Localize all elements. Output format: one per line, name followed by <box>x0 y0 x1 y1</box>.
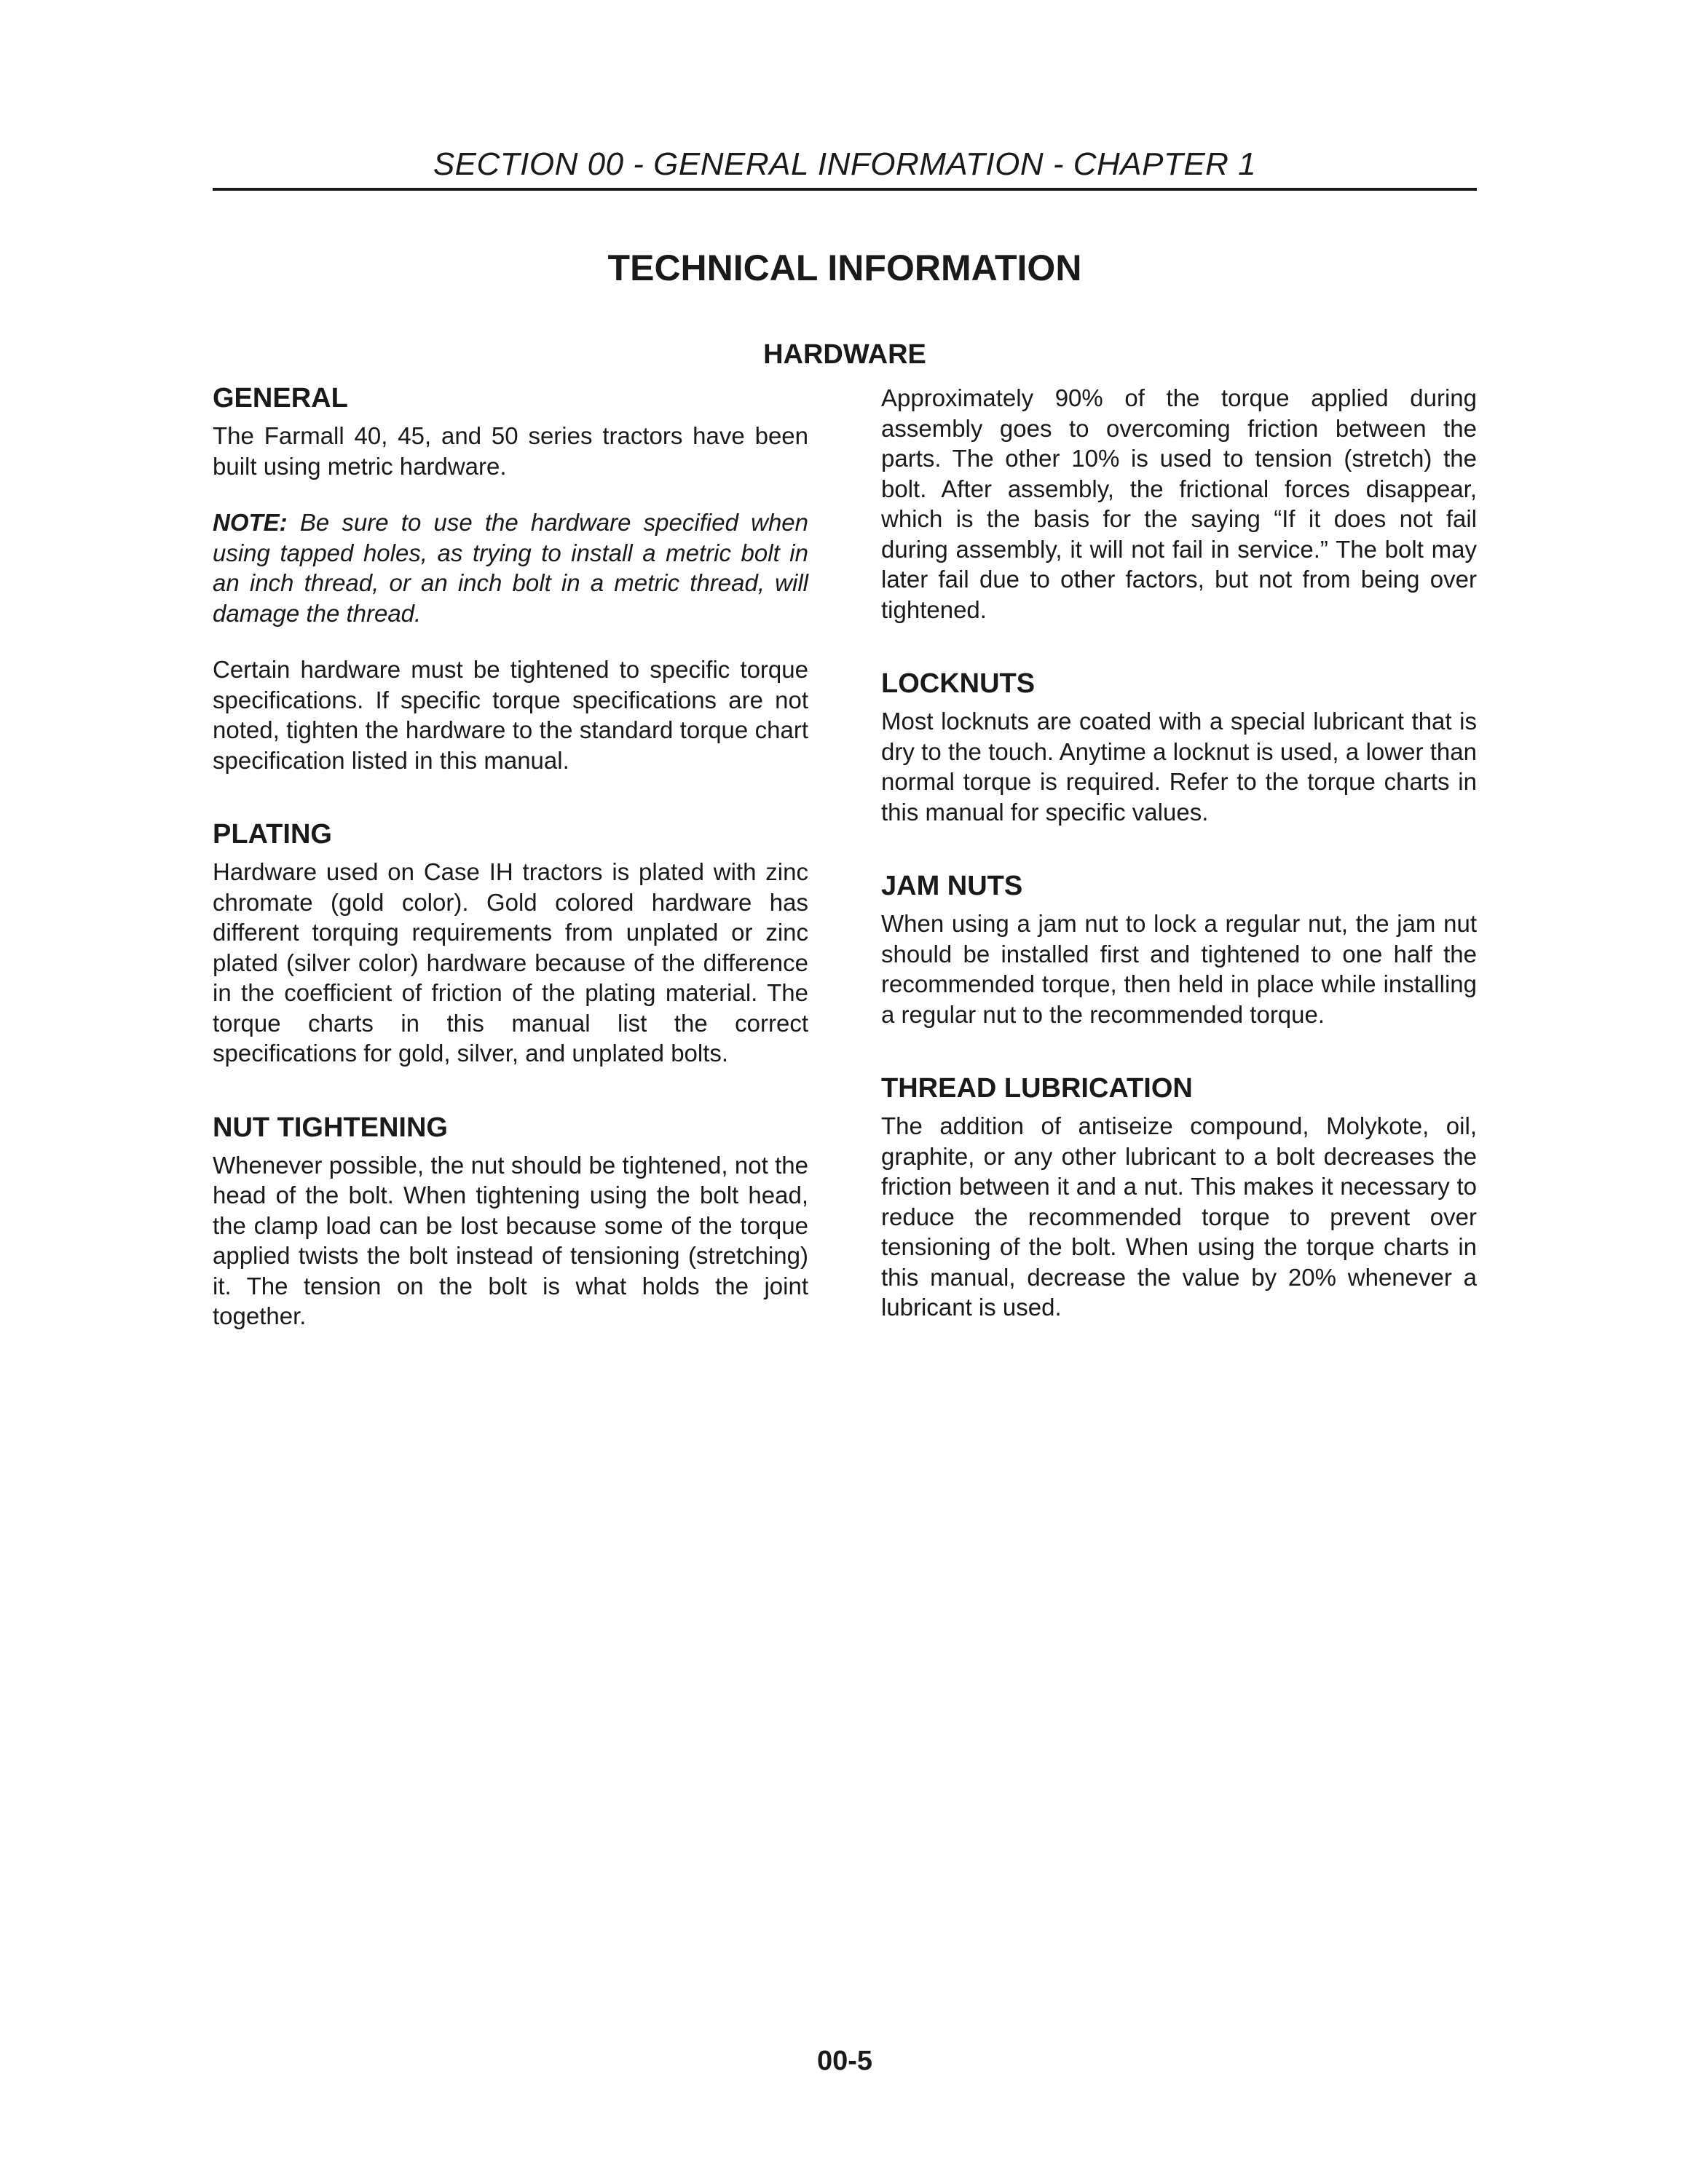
page-title: TECHNICAL INFORMATION <box>607 248 1082 288</box>
jam-nuts-paragraph: When using a jam nut to lock a regular nut, the jam nut should be installed first and tightened to one half the recommended torque, then held in place while installing a regular nut to the recommended torque. <box>881 910 1477 1028</box>
section-heading-hardware: HARDWARE <box>763 339 926 370</box>
note-paragraph <box>213 507 808 628</box>
plating-paragraph: Hardware used on Case IH tractors is plated with zinc chromate (gold color). Gold colored hardware has different torquing requirements from unplated or zinc plated (silver color) hardware because of the difference in the coefficient of friction of the plating material. The torque charts in this manual list the correct specifications for gold, silver, and unplated bolts. <box>213 858 808 1067</box>
torque-spec-paragraph: Certain hardware must be tightened to specific torque specifications. If specific torque specifications are not noted, tighten the hardware to the standard torque chart specification listed in this manual. <box>213 656 808 774</box>
heading-jam-nuts: JAM NUTS <box>881 871 1023 901</box>
torque-friction-paragraph: Approximately 90% of the torque applied during assembly goes to overcoming friction between the parts. The other 10% is used to tension (stretch) the bolt. After assembly, the frictional forces disappear, which is the basis for the saying “If it does not fail during assembly, it will not fail in service.” The bolt may later fail due to other factors, but not from being over tightened. <box>881 384 1477 623</box>
thread-lubrication-paragraph: The addition of antiseize compound, Molykote, oil, graphite, or any other lubricant to a bolt decreases the friction between it and a nut. This makes it necessary to reduce the recommended torque to prevent over tensioning of the bolt. When using the torque charts in this manual, decrease the value by 20% whenever a lubricant is used. <box>881 1112 1477 1321</box>
nut-tightening-paragraph: Whenever possible, the nut should be tightened, not the head of the bolt. When tightening using the bolt head, the clamp load can be lost because some of the torque applied twists the bolt instead of tensioning (stretching) it. The tension on the bolt is what holds the joint together. <box>213 1151 808 1329</box>
right-column <box>881 380 1477 1323</box>
general-paragraph: The Farmall 40, 45, and 50 series tractors have been built using metric hardware. <box>213 422 808 480</box>
running-header: SECTION 00 - GENERAL INFORMATION - CHAPTER 1 <box>433 146 1257 182</box>
page-number: 00-5 <box>816 2046 873 2076</box>
header-rule <box>213 188 1477 191</box>
heading-general: GENERAL <box>213 383 348 414</box>
note-text: Be sure to use the hardware specified when using tapped holes, as trying to install a metric bolt in an inch thread, or an inch bolt in a metric thread, will damage the thread. <box>213 509 808 627</box>
heading-thread-lubrication: THREAD LUBRICATION <box>881 1073 1193 1104</box>
heading-plating: PLATING <box>213 819 332 850</box>
locknuts-paragraph: Most locknuts are coated with a special lubricant that is dry to the touch. Anytime a locknut is used, a lower than normal torque is required. Refer to the torque charts in this manual for specific values. <box>881 708 1477 826</box>
heading-nut-tightening: NUT TIGHTENING <box>213 1112 448 1143</box>
note-label: NOTE: <box>213 509 288 536</box>
left-column <box>213 380 808 1332</box>
heading-locknuts: LOCKNUTS <box>881 668 1036 699</box>
